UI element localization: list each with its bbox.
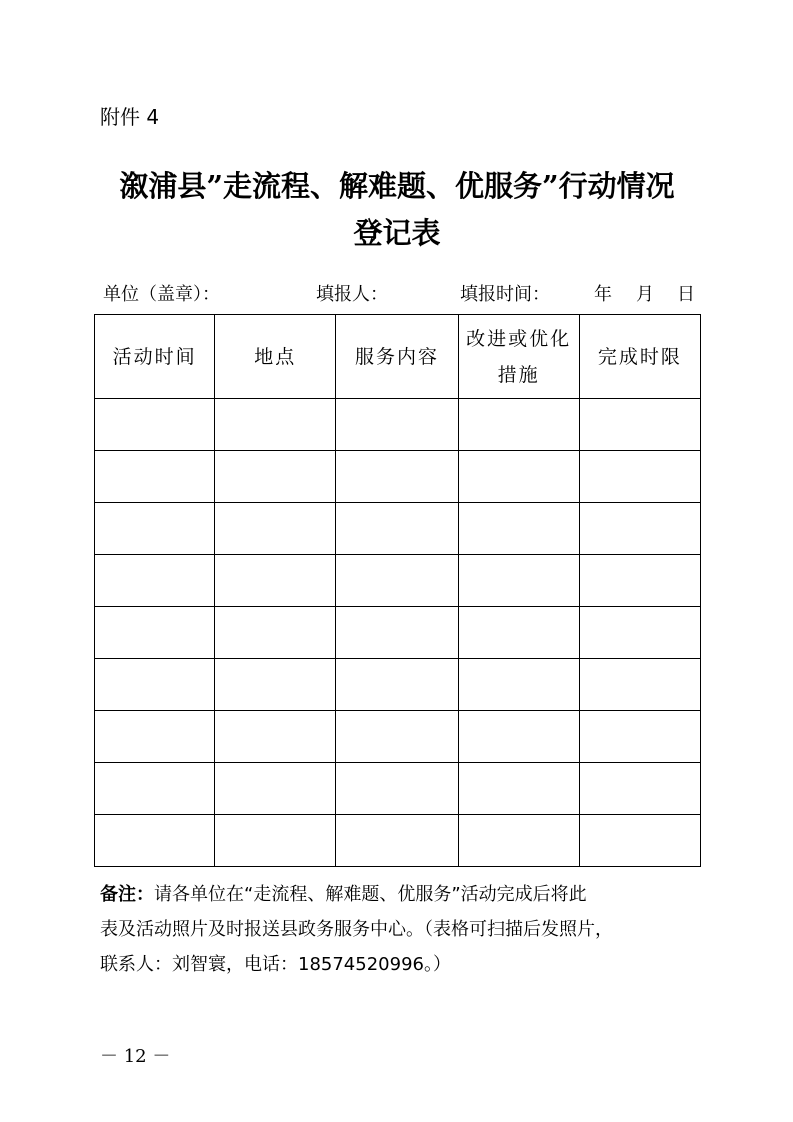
table-cell[interactable] bbox=[579, 711, 700, 763]
unit-seal-label: 单位（盖章）： bbox=[103, 284, 220, 305]
table-cell[interactable] bbox=[458, 555, 579, 607]
header-improvement-measures bbox=[458, 315, 579, 399]
table-cell[interactable] bbox=[95, 451, 215, 503]
table-cell[interactable] bbox=[458, 711, 579, 763]
attachment-label: 附件 4 bbox=[100, 105, 160, 129]
table-cell[interactable] bbox=[336, 659, 458, 711]
document-title-line-1: 溆浦县”走流程、解难题、优服务”行动情况 bbox=[119, 169, 675, 203]
remarks bbox=[100, 877, 700, 982]
table-cell[interactable] bbox=[336, 607, 458, 659]
fill-time-label: 填报时间： bbox=[460, 284, 550, 305]
header-service-content: 服务内容 bbox=[336, 315, 458, 399]
table-row bbox=[95, 451, 701, 503]
header-activity-time: 活动时间 bbox=[95, 315, 215, 399]
table-row bbox=[95, 503, 701, 555]
table-cell[interactable] bbox=[215, 815, 336, 867]
table-cell[interactable] bbox=[215, 451, 336, 503]
table-cell[interactable] bbox=[215, 763, 336, 815]
table-cell[interactable] bbox=[336, 503, 458, 555]
table-cell[interactable] bbox=[215, 659, 336, 711]
table-cell[interactable] bbox=[95, 763, 215, 815]
table-cell[interactable] bbox=[579, 451, 700, 503]
table-cell[interactable] bbox=[458, 451, 579, 503]
header-deadline: 完成时限 bbox=[579, 315, 700, 399]
table-body bbox=[95, 399, 701, 867]
table-header-row bbox=[95, 315, 701, 399]
header-location: 地点 bbox=[215, 315, 336, 399]
table-row bbox=[95, 607, 701, 659]
table-cell[interactable] bbox=[95, 711, 215, 763]
table-cell[interactable] bbox=[215, 399, 336, 451]
table-cell[interactable] bbox=[458, 503, 579, 555]
table-cell[interactable] bbox=[215, 607, 336, 659]
table-row bbox=[95, 555, 701, 607]
table-cell[interactable] bbox=[579, 659, 700, 711]
header-improvement-line-2: 措施 bbox=[497, 363, 540, 386]
form-meta-row bbox=[103, 281, 695, 309]
table-cell[interactable] bbox=[579, 815, 700, 867]
table-row bbox=[95, 399, 701, 451]
table-row bbox=[95, 711, 701, 763]
table-cell[interactable] bbox=[336, 399, 458, 451]
table-cell[interactable] bbox=[458, 607, 579, 659]
table-cell[interactable] bbox=[95, 607, 215, 659]
header-improvement-line-1: 改进或优化 bbox=[466, 327, 572, 350]
table-cell[interactable] bbox=[336, 763, 458, 815]
remarks-line-2: 表及活动照片及时报送县政务服务中心。（表格可扫描后发照片， bbox=[100, 919, 613, 940]
day-label: 日 bbox=[677, 284, 695, 305]
table-row bbox=[95, 815, 701, 867]
remarks-label: 备注： bbox=[100, 884, 154, 905]
filler-label: 填报人： bbox=[316, 284, 388, 305]
month-label: 月 bbox=[636, 284, 654, 305]
table-cell[interactable] bbox=[95, 399, 215, 451]
table-cell[interactable] bbox=[95, 503, 215, 555]
table-row bbox=[95, 659, 701, 711]
table-cell[interactable] bbox=[336, 451, 458, 503]
table-cell[interactable] bbox=[215, 555, 336, 607]
table-cell[interactable] bbox=[458, 399, 579, 451]
table-cell[interactable] bbox=[215, 711, 336, 763]
table-cell[interactable] bbox=[336, 711, 458, 763]
document-title-line-2: 登记表 bbox=[353, 216, 441, 250]
table-cell[interactable] bbox=[95, 555, 215, 607]
table-cell[interactable] bbox=[458, 763, 579, 815]
table-cell[interactable] bbox=[336, 815, 458, 867]
table-cell[interactable] bbox=[579, 503, 700, 555]
table-cell[interactable] bbox=[579, 607, 700, 659]
registration-table bbox=[94, 314, 701, 867]
table-cell[interactable] bbox=[215, 503, 336, 555]
table-cell[interactable] bbox=[95, 659, 215, 711]
remarks-line-3: 联系人：刘智寰，电话：18574520996。） bbox=[100, 954, 451, 975]
table-cell[interactable] bbox=[458, 659, 579, 711]
table-cell[interactable] bbox=[95, 815, 215, 867]
table-cell[interactable] bbox=[579, 763, 700, 815]
table-cell[interactable] bbox=[458, 815, 579, 867]
table-row bbox=[95, 763, 701, 815]
table-cell[interactable] bbox=[579, 555, 700, 607]
table-cell[interactable] bbox=[579, 399, 700, 451]
table-cell[interactable] bbox=[336, 555, 458, 607]
remarks-line-1: 请各单位在“走流程、解难题、优服务”活动完成后将此 bbox=[154, 884, 587, 905]
year-label: 年 bbox=[594, 284, 612, 305]
page-number: － 12 － bbox=[100, 1046, 171, 1067]
